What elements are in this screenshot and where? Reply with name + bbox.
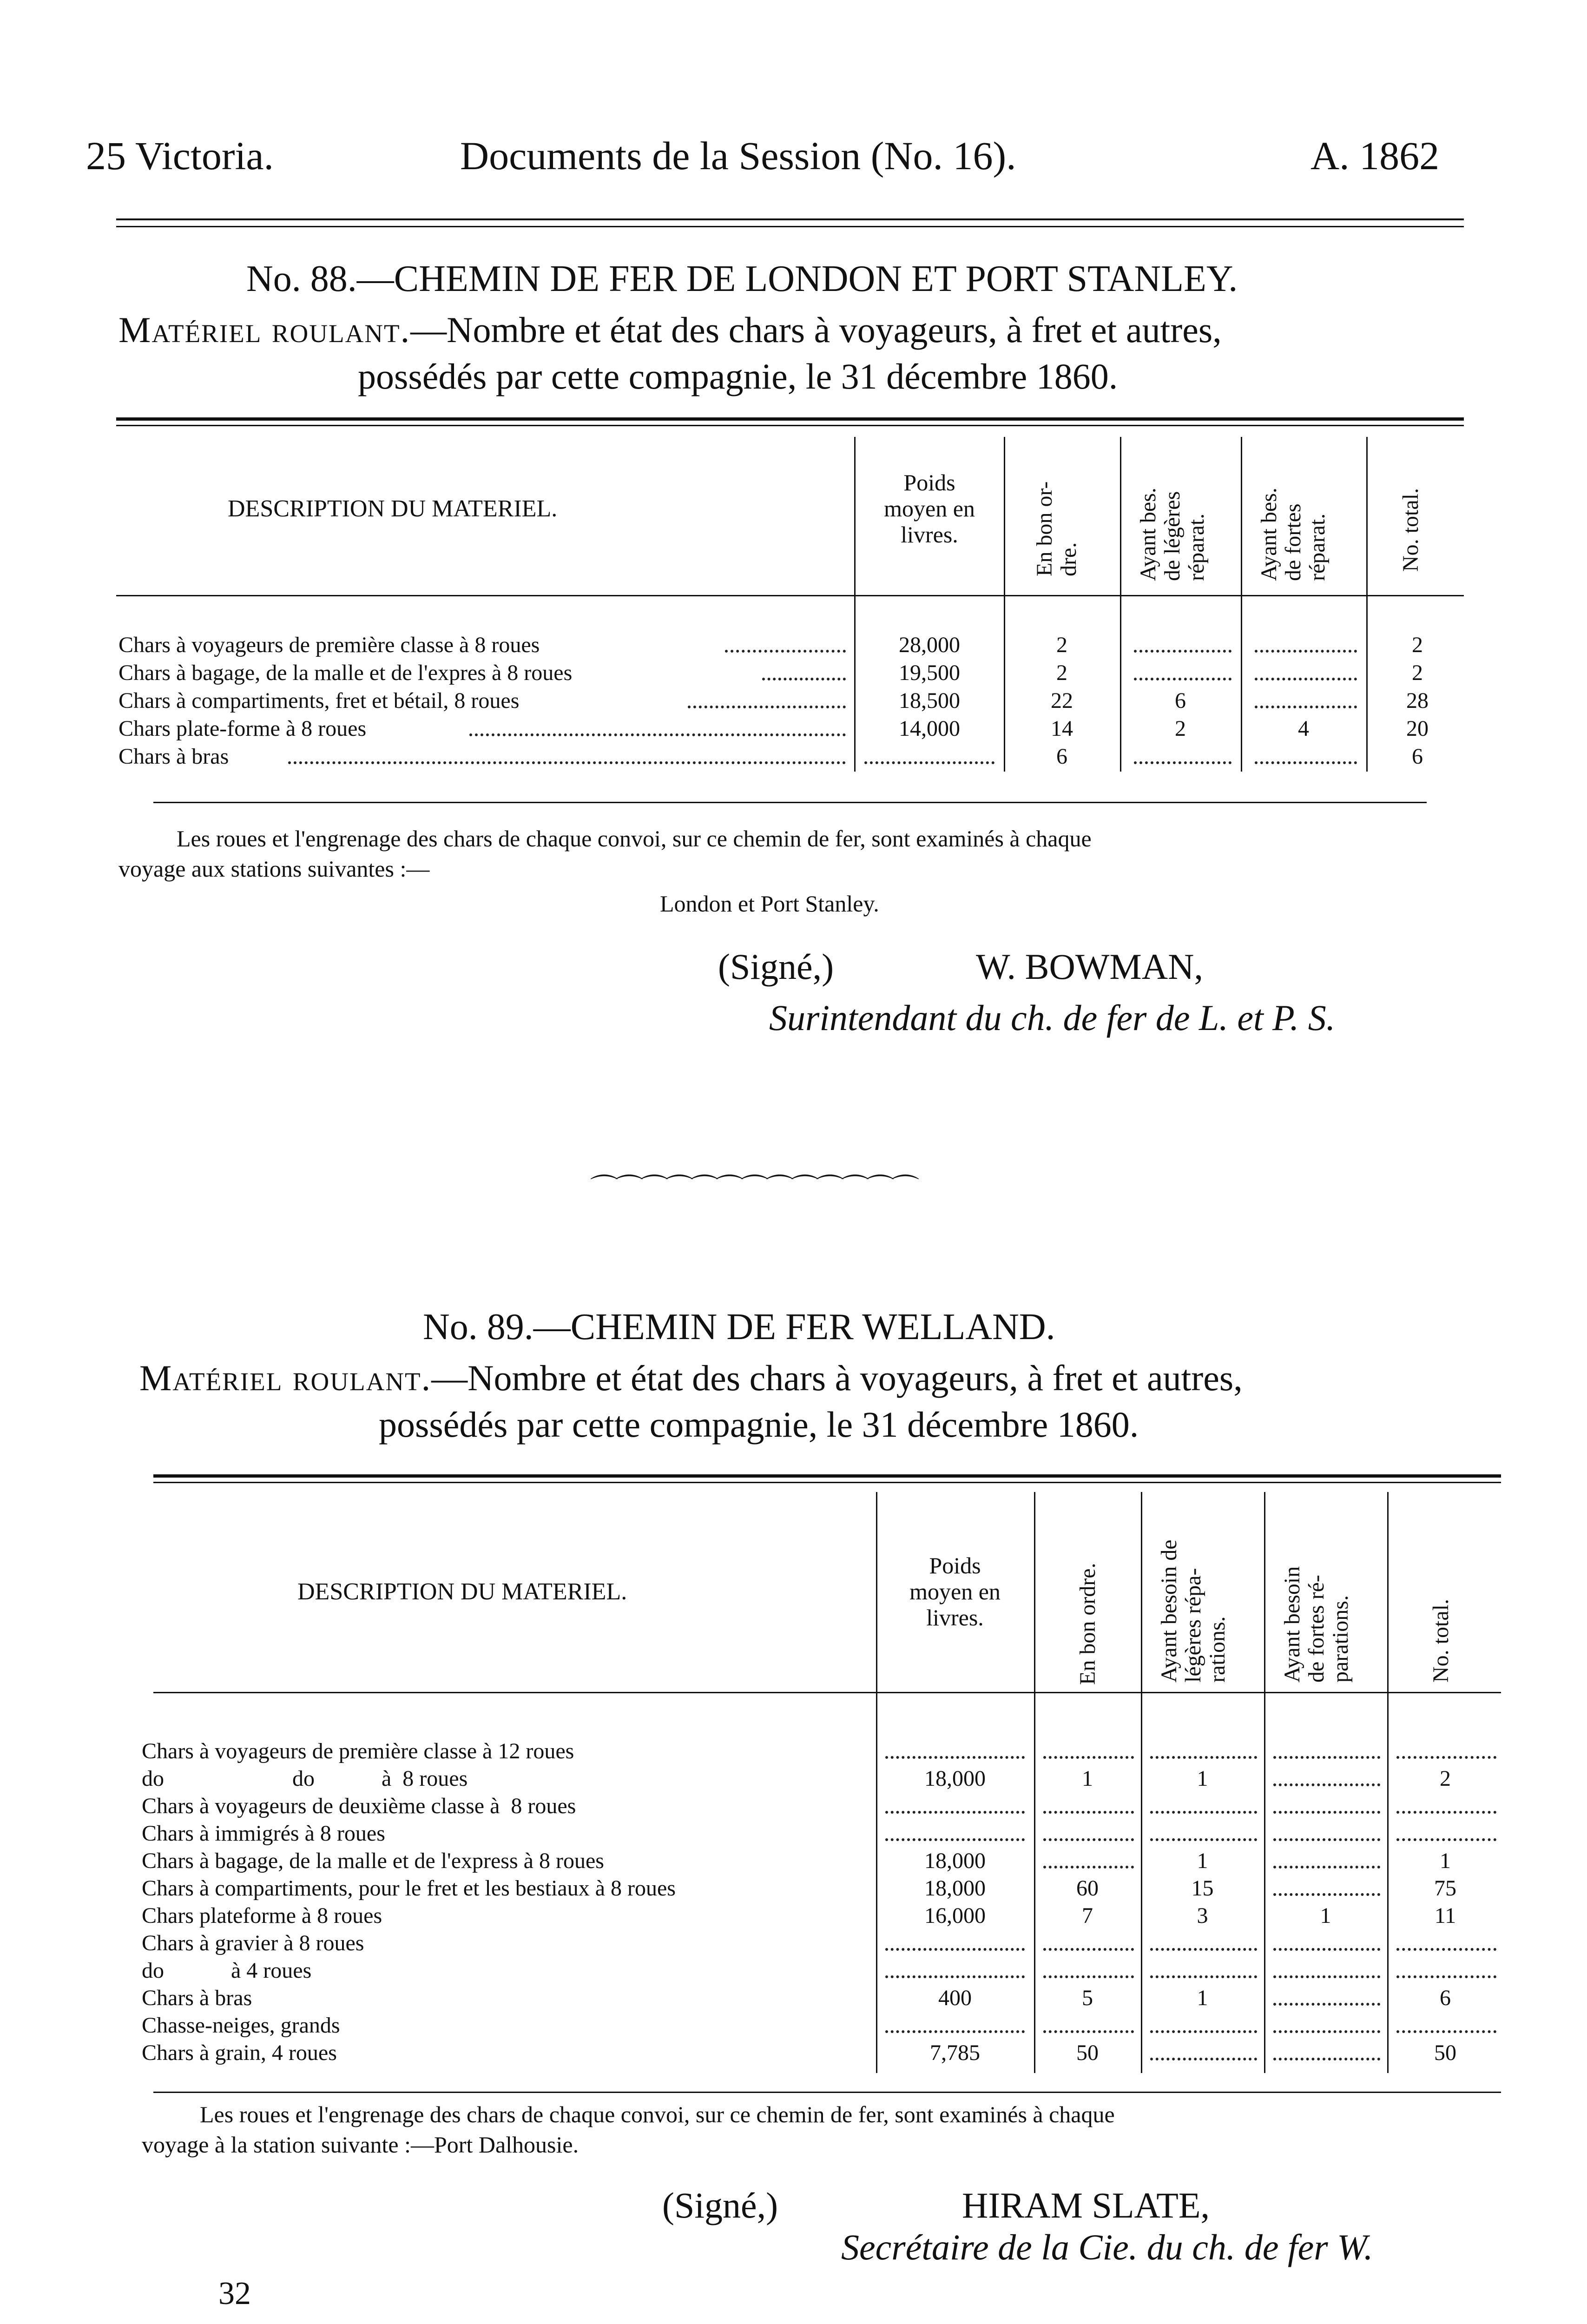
table2-leg: 1: [1197, 1766, 1208, 1791]
table2-poids-empty: [885, 1756, 1025, 1759]
table2-bon-empty: [1043, 1756, 1134, 1759]
table1-vrule-4: [1241, 437, 1242, 772]
table2-poids-empty: [885, 2030, 1025, 2033]
table2-bon-empty: [1043, 1975, 1134, 1978]
table1-bon: 2: [1056, 633, 1067, 657]
table2-fort-empty: [1273, 1866, 1380, 1868]
table2-col-fort-l1: Ayant besoin: [1280, 1566, 1304, 1683]
table2-bon: 7: [1082, 1903, 1093, 1928]
table2-desc: Chars à bagage, de la malle et de l'express à 8 roues: [142, 1849, 604, 1873]
table1-col-bon-l2: dre.: [1056, 542, 1081, 576]
table2-desc: Chars à gravier à 8 roues: [142, 1931, 364, 1955]
table2-col-bon-ordre: En bon ordre.: [1075, 1563, 1100, 1685]
header-rule-2: [116, 226, 1464, 227]
table2-col-fort-l2: de fortes ré-: [1304, 1575, 1329, 1683]
table1-col-fort-l1: Ayant bes.: [1257, 488, 1281, 581]
section1-intro: [119, 309, 1222, 351]
table2-desc: Chars à immigrés à 8 roues: [142, 1821, 385, 1846]
section2-note-line2: voyage à la station suivante :—Port Dalhousie.: [142, 2132, 579, 2158]
table1-col-fort-l3: réparat.: [1305, 513, 1330, 581]
table1-col-poids-l2: moyen en: [884, 495, 975, 522]
table2-total-empty: [1396, 1756, 1496, 1759]
table1-bottom-rule: [153, 802, 1427, 803]
table2-bon: 5: [1082, 1986, 1093, 2010]
table1-vrule-2: [1004, 437, 1005, 772]
section1-signer-title: Surintendant du ch. de fer de L. et P. S.: [769, 997, 1336, 1038]
table2-col-poids-l3: livres.: [926, 1604, 984, 1631]
table2-total: 50: [1434, 2040, 1456, 2065]
table2-bon-empty: [1043, 2030, 1134, 2033]
table2-desc: Chasse-neiges, grands: [142, 2013, 340, 2038]
header-right: A. 1862: [1310, 133, 1440, 178]
table2-leg-empty: [1150, 1811, 1257, 1814]
table2-total-empty: [1396, 2030, 1496, 2033]
table2-col-poids-l1: Poids: [929, 1552, 981, 1578]
table1-leader: [688, 706, 846, 708]
table2-vrule-4: [1264, 1492, 1265, 2073]
table1-desc: Chars à voyageurs de première classe à 8 roues: [119, 633, 540, 657]
table2-poids: 400: [938, 1986, 972, 2010]
table1-leg: 2: [1175, 716, 1186, 741]
section1-intro-line2: possédés par cette compagnie, le 31 décembre 1860.: [358, 356, 1118, 396]
table2-total-empty: [1396, 1811, 1496, 1814]
section2-intro-caps: Matériel roulant.: [139, 1358, 432, 1398]
table1-bon: 22: [1051, 688, 1073, 713]
table1-col-poids-l3: livres.: [901, 522, 958, 548]
table1-col-fort-l2: de fortes: [1281, 503, 1305, 581]
table2-bon: 60: [1076, 1876, 1099, 1901]
table2-desc: Chars à bras: [142, 1986, 252, 2010]
table2-bon-empty: [1043, 1948, 1134, 1951]
table2-col-poids: [878, 1552, 1032, 1631]
table2-col-leg-l1: Ayant besoin de: [1157, 1539, 1181, 1683]
table2-leg-empty: [1150, 2058, 1257, 2060]
table2-desc: Chars à grain, 4 roues: [142, 2040, 337, 2065]
table1-col-description: DESCRIPTION DU MATERIEL.: [228, 495, 558, 522]
table1-col-bon-l1: En bon or-: [1032, 481, 1057, 576]
table1-col-bon-ordre: [1033, 482, 1081, 576]
table2-vrule-5: [1387, 1492, 1389, 2073]
table1-header-rule: [116, 595, 1464, 596]
table1-col-poids-l1: Poids: [903, 469, 955, 495]
table1-vrule-1: [854, 437, 856, 772]
table2-fort-empty: [1273, 2058, 1380, 2060]
table1-bon: 14: [1051, 716, 1073, 741]
header-rule-1: [116, 218, 1464, 220]
section2-note-line1: Les roues et l'engrenage des chars de chaque convoi, sur ce chemin de fer, sont examinés à chaque: [200, 2101, 1115, 2127]
table1-total: 20: [1406, 716, 1429, 741]
table2-poids: 18,000: [924, 1876, 986, 1901]
table1-fort-empty: [1255, 678, 1357, 680]
table2-fort-empty: [1273, 2030, 1380, 2033]
table1-fort-empty: [1255, 761, 1357, 764]
table2-fort-empty: [1273, 1975, 1380, 1978]
table1-poids: 18,500: [899, 688, 960, 713]
table2-poids-empty: [885, 1975, 1025, 1978]
table2-leg-empty: [1150, 1948, 1257, 1951]
table2-fort-empty: [1273, 1893, 1380, 1896]
section1-note-line1: Les roues et l'engrenage des chars de chaque convoi, sur ce chemin de fer, sont examinés à chaque: [177, 825, 1092, 852]
table2-leg-empty: [1150, 1756, 1257, 1759]
table1-poids: 19,500: [899, 660, 960, 685]
table2-leg-empty: [1150, 1838, 1257, 1841]
section1-signer: W. BOWMAN,: [976, 946, 1203, 987]
section1-intro-caps: Matériel roulant.: [119, 310, 411, 350]
table1-leg-empty: [1134, 761, 1231, 764]
table2-desc: Chars à voyageurs de deuxième classe à 8 roues: [142, 1794, 576, 1818]
table2-fort: 1: [1320, 1903, 1331, 1928]
table2-bon-empty: [1043, 1866, 1134, 1868]
table1-desc: Chars à bras: [119, 744, 229, 769]
table1-poids: 14,000: [899, 716, 960, 741]
table1-total: 2: [1412, 633, 1423, 657]
table2-leg: 15: [1191, 1876, 1214, 1901]
table2-total: 11: [1434, 1903, 1456, 1928]
page-number: 32: [218, 2276, 251, 2311]
table1-top-rule: [116, 417, 1464, 421]
table2-poids-empty: [885, 1948, 1025, 1951]
header-center: Documents de la Session (No. 16).: [460, 133, 1016, 178]
table2-bon: 50: [1076, 2040, 1099, 2065]
table2-total: 1: [1440, 1849, 1451, 1873]
table2-total-empty: [1396, 1838, 1496, 1841]
table1-desc: Chars plate-forme à 8 roues: [119, 716, 367, 741]
table2-total-empty: [1396, 1975, 1496, 1978]
table2-fort-empty: [1273, 2003, 1380, 2006]
table2-fort-empty: [1273, 1838, 1380, 1841]
table1-top-rule-2: [116, 425, 1464, 426]
table2-bon: 1: [1082, 1766, 1093, 1791]
ornamental-separator: ⌒⌒⌒⌒⌒⌒⌒⌒⌒⌒⌒⌒⌒: [590, 1174, 916, 1204]
table1-col-poids: [857, 469, 1001, 548]
table1-leader: [469, 733, 846, 736]
table2-leg: 3: [1197, 1903, 1208, 1928]
table2-col-leg-l3: rations.: [1205, 1616, 1230, 1683]
table2-poids-empty: [885, 1838, 1025, 1841]
table1-desc: Chars à bagage, de la malle et de l'expres à 8 roues: [119, 660, 573, 685]
table2-bon-empty: [1043, 1811, 1134, 1814]
section2-signed: (Signé,): [662, 2185, 778, 2225]
table2-poids: 18,000: [924, 1766, 986, 1791]
table2-desc: Chars plateforme à 8 roues: [142, 1903, 382, 1928]
table2-col-fortes: [1280, 1566, 1353, 1683]
table1-col-fortes: [1257, 488, 1330, 581]
table2-total: 2: [1440, 1766, 1451, 1791]
table2-fort-empty: [1273, 1783, 1380, 1786]
section1-intro-rest: —Nombre et état des chars à voyageurs, à fret et autres,: [410, 310, 1222, 350]
table2-poids: 16,000: [924, 1903, 986, 1928]
section1-note-line2: voyage aux stations suivantes :—: [119, 856, 430, 882]
table1-fort-empty: [1255, 650, 1357, 653]
table1-col-leg-l3: réparat.: [1184, 513, 1209, 581]
table2-leg-empty: [1150, 2030, 1257, 2033]
table2-desc: do do à 8 roues: [142, 1766, 468, 1791]
section1-title: No. 88.—CHEMIN DE FER DE LONDON ET PORT STANLEY.: [246, 258, 1238, 299]
table1-col-total: No. total.: [1398, 488, 1423, 572]
table2-desc: do à 4 roues: [142, 1958, 312, 1983]
header-left: 25 Victoria.: [86, 133, 274, 178]
table1-bon: 6: [1056, 744, 1067, 769]
table2-total: 6: [1440, 1986, 1451, 2010]
table1-bon: 2: [1056, 660, 1067, 685]
table1-vrule-3: [1120, 437, 1121, 772]
table2-vrule-3: [1141, 1492, 1142, 2073]
table2-desc: Chars à voyageurs de première classe à 12 roues: [142, 1739, 574, 1763]
table1-total: 6: [1412, 744, 1423, 769]
table2-fort-empty: [1273, 1756, 1380, 1759]
table1-leader: [762, 678, 846, 680]
section2-title: No. 89.—CHEMIN DE FER WELLAND.: [423, 1307, 1055, 1347]
table1-fort: 4: [1298, 716, 1309, 741]
table2-col-fort-l3: parations.: [1328, 1595, 1353, 1683]
table1-poids: 28,000: [899, 633, 960, 657]
section1-note-line3: London et Port Stanley.: [660, 891, 879, 917]
table1-poids-empty: [864, 761, 994, 764]
table2-vrule-1: [876, 1492, 877, 2073]
table1-leader: [725, 650, 846, 653]
table2-col-poids-l2: moyen en: [909, 1578, 1001, 1604]
table2-top-rule-2: [153, 1482, 1501, 1483]
table2-total: 75: [1434, 1876, 1456, 1901]
table1-desc: Chars à compartiments, fret et bétail, 8 roues: [119, 688, 520, 713]
table2-leg-empty: [1150, 1975, 1257, 1978]
table2-total-empty: [1396, 1948, 1496, 1951]
table2-bottom-rule: [153, 2092, 1501, 2093]
table2-header-rule: [153, 1692, 1501, 1693]
table2-col-description: DESCRIPTION DU MATERIEL.: [297, 1578, 627, 1605]
table2-col-total: No. total.: [1429, 1599, 1453, 1683]
table2-col-legeres: [1157, 1539, 1230, 1683]
table2-top-rule: [153, 1474, 1501, 1478]
section2-intro-line2: possédés par cette compagnie, le 31 décembre 1860.: [379, 1404, 1139, 1445]
table2-poids: 7,785: [930, 2040, 980, 2065]
table2-fort-empty: [1273, 1811, 1380, 1814]
table1-leg-empty: [1134, 650, 1231, 653]
table1-leg-empty: [1134, 678, 1231, 680]
table2-desc: Chars à compartiments, pour le fret et les bestiaux à 8 roues: [142, 1876, 676, 1901]
table1-total: 2: [1412, 660, 1423, 685]
table1-vrule-5: [1366, 437, 1368, 772]
section2-intro-rest: —Nombre et état des chars à voyageurs, à fret et autres,: [431, 1358, 1243, 1398]
section2-signer: HIRAM SLATE,: [962, 2185, 1210, 2225]
table1-col-leg-l1: Ayant bes.: [1136, 488, 1160, 581]
table2-col-leg-l2: légères répa-: [1181, 1568, 1205, 1683]
table2-fort-empty: [1273, 1948, 1380, 1951]
table1-col-leg-l2: de légères: [1160, 491, 1185, 581]
section2-intro: [139, 1357, 1243, 1399]
section2-signer-title: Secrétaire de la Cie. du ch. de fer W.: [841, 2227, 1373, 2267]
section1-signed: (Signé,): [718, 946, 834, 987]
table1-leg: 6: [1175, 688, 1186, 713]
table2-leg: 1: [1197, 1849, 1208, 1873]
table2-vrule-2: [1034, 1492, 1035, 2073]
table2-poids-empty: [885, 1811, 1025, 1814]
table1-total: 28: [1406, 688, 1429, 713]
table1-col-legeres: [1136, 488, 1209, 581]
table2-poids: 18,000: [924, 1849, 986, 1873]
table2-leg: 1: [1197, 1986, 1208, 2010]
table2-bon-empty: [1043, 1838, 1134, 1841]
table1-leader: [288, 761, 846, 764]
table1-fort-empty: [1255, 706, 1357, 708]
